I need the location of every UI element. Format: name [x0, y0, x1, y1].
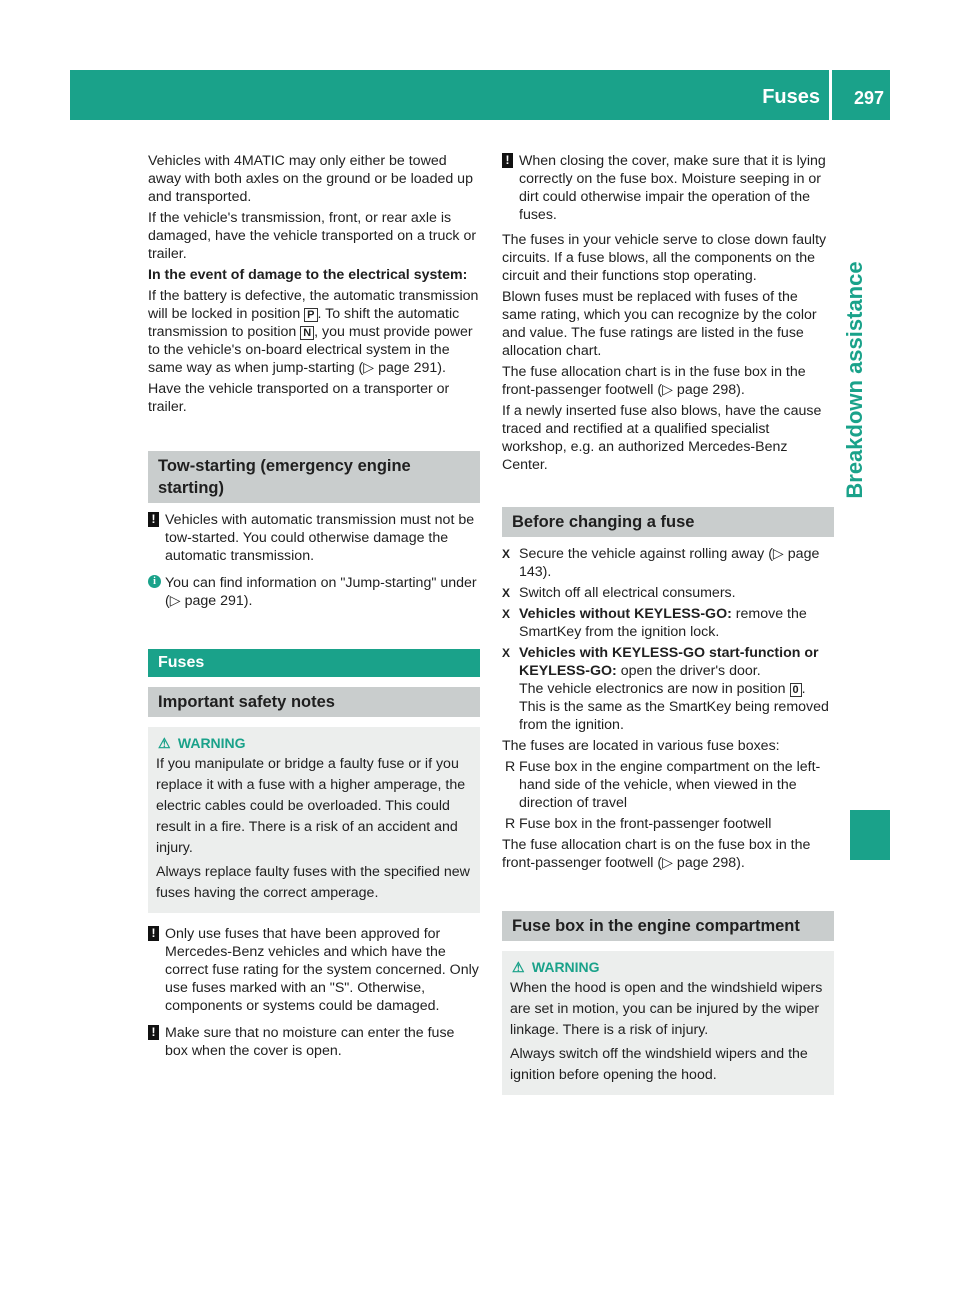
list-item	[502, 758, 834, 812]
page-number: 297	[853, 88, 884, 108]
section-heading-before-changing: Before changing a fuse	[502, 507, 834, 537]
note-text: When closing the cover, make sure that it is lying correctly on the fuse box. Moisture seeping in or dirt could otherwise impair the operation of the fuses.	[519, 153, 826, 223]
warning-box	[148, 727, 480, 913]
step-condition: Vehicles without KEYLESS-GO:	[519, 606, 732, 622]
section-heading-fuses: Fuses	[148, 649, 480, 677]
step-arrow-icon: X	[502, 646, 511, 660]
instruction-step	[502, 584, 834, 602]
right-column	[502, 152, 834, 1095]
paragraph	[148, 287, 480, 377]
step-arrow-icon: X	[502, 607, 511, 621]
paragraph: Have the vehicle transported on a transporter or trailer.	[148, 381, 450, 415]
section-heading-safety-notes: Important safety notes	[148, 687, 480, 717]
list-item-text: Fuse box in the front-passenger footwell	[519, 816, 772, 832]
step-condition: Vehicles with KEYLESS-GO start-function or KEYLESS-GO:	[519, 645, 819, 679]
bullet-icon: R	[505, 759, 516, 775]
text-run: If the battery is defective, the automatic transmission will be locked in position	[148, 288, 479, 322]
instruction-step	[502, 545, 834, 581]
caution-icon: !	[502, 153, 513, 168]
caution-note	[148, 925, 480, 1015]
warning-text: Always replace faulty fuses with the specified new fuses having the correct amperage.	[156, 864, 470, 901]
paragraph: The fuse allocation chart is in the fuse box in the front-passenger footwell (▷ page 298).	[502, 364, 806, 398]
instruction-step	[502, 644, 834, 734]
info-icon: i	[148, 575, 161, 588]
step-arrow-icon: X	[502, 586, 511, 600]
warning-title: WARNING	[177, 735, 246, 751]
warning-box	[502, 951, 834, 1095]
paragraph: Blown fuses must be replaced with fuses of the same rating, which you can recognize by the color and value. The fuse ratings are listed in the fuse allocation chart.	[502, 289, 817, 359]
text-run: , you must provide power to the vehicle's on-board electrical system in the same way as when jump-starting (▷ page 291).	[148, 324, 473, 376]
note-text: Only use fuses that have been approved for Mercedes-Benz vehicles and which have the correct fuse rating for the system concerned. Only use fuses marked with an "S". Otherwise, components or systems could be damaged.	[165, 926, 479, 1014]
ignition-position-symbol: 0	[790, 683, 802, 697]
gear-n-symbol: N	[300, 326, 314, 340]
paragraph: The fuses are located in various fuse boxes:	[502, 738, 780, 754]
caution-note	[148, 1024, 480, 1060]
header-title: Fuses	[762, 86, 820, 108]
step-result: . This is the same as the SmartKey being removed from the ignition.	[519, 681, 829, 733]
caution-icon: !	[148, 512, 159, 527]
gear-p-symbol: P	[304, 308, 317, 322]
step-text: remove the SmartKey from the ignition lock.	[519, 606, 807, 640]
warning-text: When the hood is open and the windshield wipers are set in motion, you can be injured by the wiper linkage. There is a risk of injury.	[510, 980, 823, 1038]
caution-note	[502, 152, 834, 224]
header-divider	[829, 70, 832, 120]
step-text: Switch off all electrical consumers.	[519, 585, 736, 601]
list-item-text: Fuse box in the engine compartment on the left-hand side of the vehicle, when viewed in the direction of travel	[519, 759, 821, 811]
paragraph: If a newly inserted fuse also blows, have the cause traced and rectified at a qualified specialist workshop, e.g. an authorized Mercedes-Benz Center.	[502, 403, 822, 473]
warning-triangle-icon: ⚠	[512, 959, 525, 975]
paragraph: The fuse allocation chart is on the fuse box in the front-passenger footwell (▷ page 298).	[502, 837, 811, 871]
section-heading-tow-starting: Tow-starting (emergency engine starting)	[148, 451, 480, 503]
note-text: You can find information on "Jump-starting" under (▷ page 291).	[165, 575, 477, 609]
warning-header	[156, 733, 472, 754]
bullet-icon: R	[505, 816, 516, 832]
paragraph: If the vehicle's transmission, front, or rear axle is damaged, have the vehicle transported on a truck or trailer.	[148, 210, 477, 262]
side-section-label: Breakdown assistance	[842, 261, 867, 499]
step-arrow-icon: X	[502, 547, 511, 561]
warning-text: Always switch off the windshield wipers and the ignition before opening the hood.	[510, 1046, 808, 1083]
section-heading-engine-fuse-box: Fuse box in the engine compartment	[502, 911, 834, 941]
list-item	[502, 815, 834, 833]
warning-title: WARNING	[531, 959, 600, 975]
step-text: open the driver's door.	[616, 663, 761, 679]
note-text: Make sure that no moisture can enter the fuse box when the cover is open.	[165, 1025, 455, 1059]
warning-header	[510, 957, 826, 978]
caution-icon: !	[148, 1025, 159, 1040]
left-column	[148, 152, 480, 1063]
caution-note	[148, 511, 480, 565]
instruction-step	[502, 605, 834, 641]
paragraph: Vehicles with 4MATIC may only either be towed away with both axles on the ground or be loaded up and transported.	[148, 153, 473, 205]
step-text: Secure the vehicle against rolling away (▷ page 143).	[519, 546, 820, 580]
note-text: Vehicles with automatic transmission must not be tow-started. You could otherwise damage the automatic transmission.	[165, 512, 475, 564]
step-result: The vehicle electronics are now in position	[519, 681, 790, 697]
warning-text: If you manipulate or bridge a faulty fuse or if you replace it with a fuse with a higher amperage, the electric cables could be overloaded. This could result in a fire. There is a risk of an accident and injury.	[156, 756, 466, 856]
side-tab-marker	[850, 810, 890, 860]
page-header	[70, 70, 890, 120]
paragraph: The fuses in your vehicle serve to close down faulty circuits. If a fuse blows, all the components on the circuit and their functions stop operating.	[502, 232, 827, 284]
warning-triangle-icon: ⚠	[158, 735, 171, 751]
subheading: In the event of damage to the electrical system:	[148, 267, 468, 283]
caution-icon: !	[148, 926, 159, 941]
info-note	[148, 574, 480, 610]
text-run: . To shift the automatic transmission to position	[148, 306, 460, 340]
